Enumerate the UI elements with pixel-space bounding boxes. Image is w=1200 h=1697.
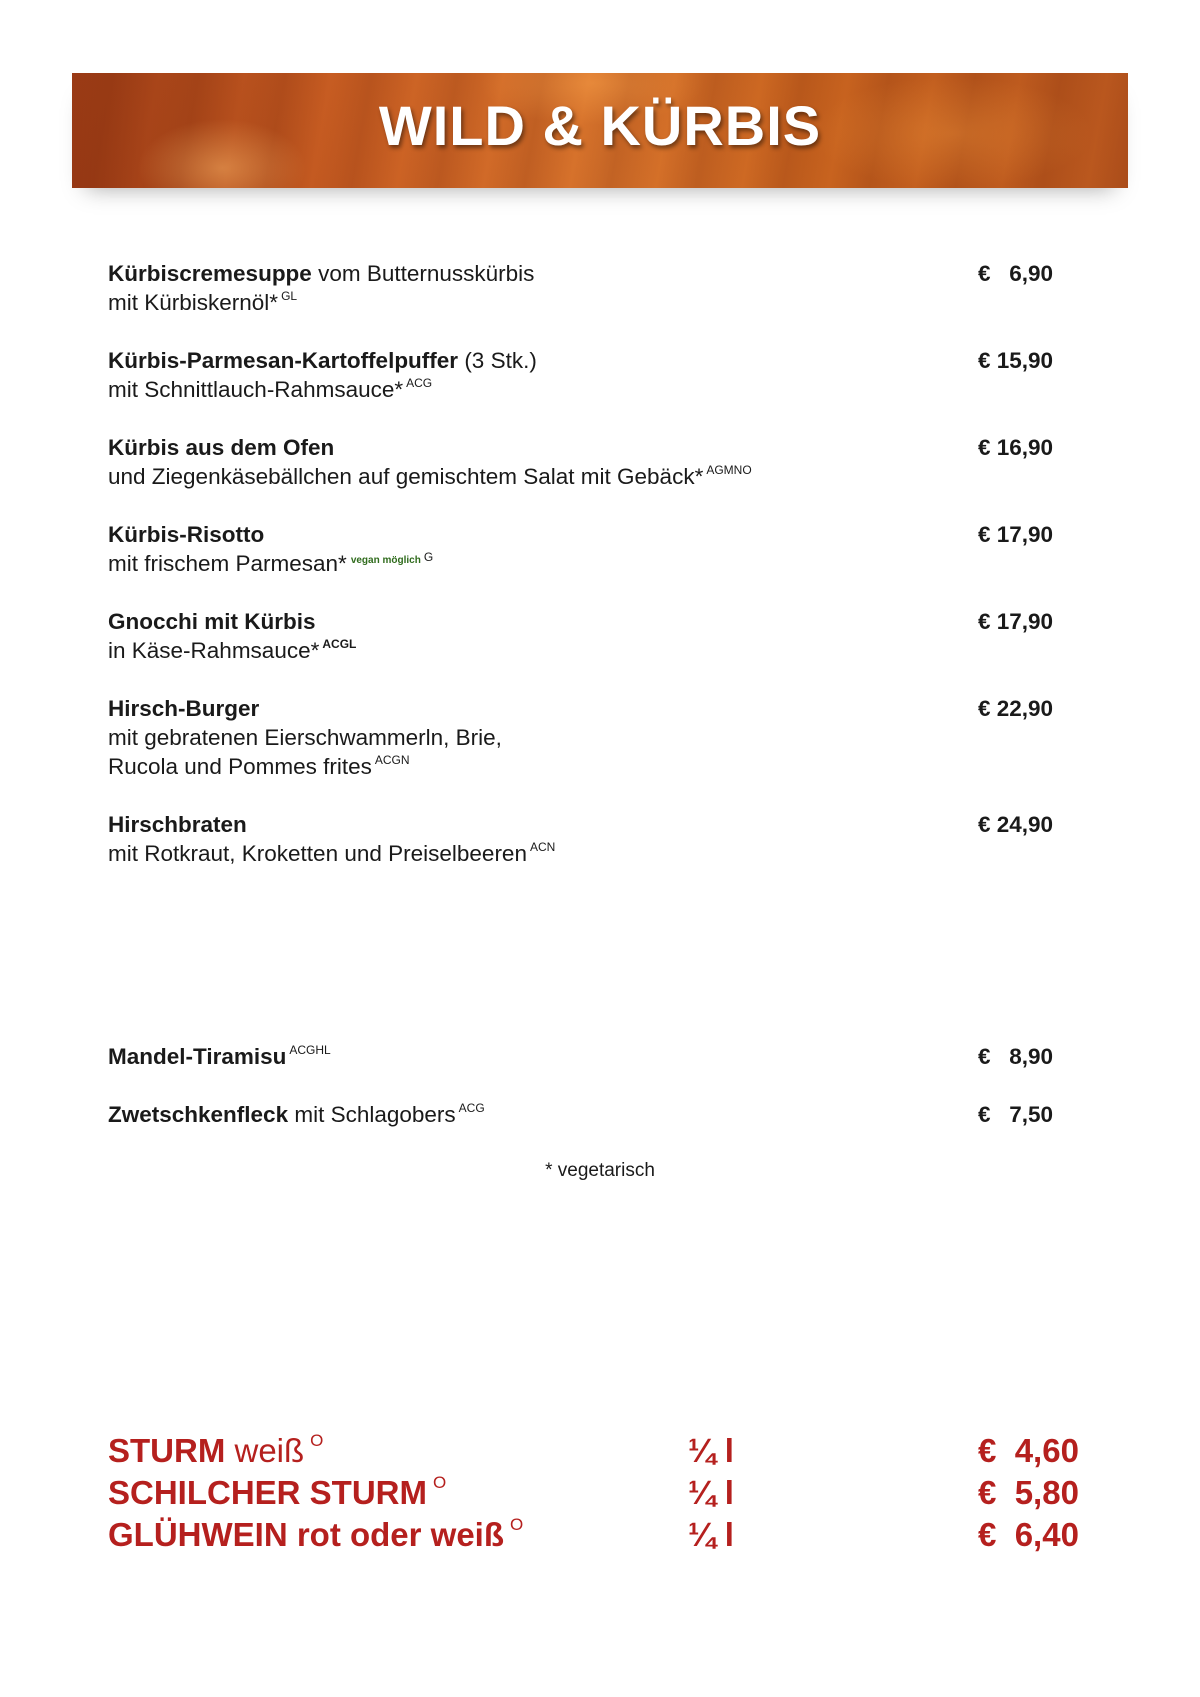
allergen-codes: ACGL — [322, 636, 357, 651]
item-description: und Ziegenkäsebällchen auf gemischtem Salat mit Gebäck* — [108, 464, 704, 489]
item-name-rest: vom Butternusskürbis — [311, 261, 535, 286]
item-price: € 22,90 — [978, 696, 1054, 721]
drink-marker: O — [433, 1473, 447, 1492]
drink-item — [108, 1431, 1108, 1471]
item-price: € 15,90 — [978, 348, 1054, 373]
menu-item — [108, 433, 1068, 491]
item-description: mit Schnittlauch-Rahmsauce* — [108, 377, 404, 402]
drink-marker: O — [510, 1515, 524, 1534]
menu-item — [108, 607, 1068, 665]
item-price: € 8,90 — [978, 1044, 1054, 1069]
allergen-codes: ACN — [529, 839, 556, 854]
dessert-item — [108, 1100, 1068, 1129]
item-name-rest: mit Schlagobers — [288, 1102, 456, 1127]
item-description: mit Rotkraut, Kroketten und Preiselbeeren — [108, 841, 527, 866]
drink-price: € 5,80 — [978, 1474, 1079, 1511]
item-name-rest: (3 Stk.) — [458, 348, 537, 373]
item-description: mit gebratenen Eierschwammerln, Brie, — [108, 725, 502, 750]
item-description: mit Kürbiskernöl* — [108, 290, 279, 315]
allergen-codes: AGMNO — [706, 462, 752, 477]
item-description-cont: Rucola und Pommes frites — [108, 754, 372, 779]
allergen-codes: ACG — [458, 1100, 485, 1115]
allergen-codes: ACGN — [374, 752, 410, 767]
drink-price: € 6,40 — [978, 1516, 1079, 1553]
drink-unit: ¼ l — [688, 1474, 734, 1511]
drink-name: GLÜHWEIN rot oder weiß — [108, 1516, 504, 1553]
item-name: Kürbiscremesuppe — [108, 261, 312, 286]
item-name: Gnocchi mit Kürbis — [108, 609, 316, 634]
footnote: * vegetarisch — [545, 1160, 655, 1181]
item-name: Hirschbraten — [108, 812, 247, 837]
drink-item — [108, 1515, 1108, 1555]
item-price: € 7,50 — [978, 1102, 1054, 1127]
allergen-codes: ACG — [406, 375, 433, 390]
item-description: in Käse-Rahmsauce* — [108, 638, 320, 663]
menu-item — [108, 810, 1068, 868]
drink-price: € 4,60 — [978, 1432, 1079, 1469]
item-name: Kürbis-Parmesan-Kartoffelpuffer — [108, 348, 459, 373]
allergen-codes: ACGHL — [289, 1042, 331, 1057]
drink-unit: ¼ l — [688, 1432, 734, 1469]
menu-item — [108, 259, 1068, 317]
drink-name: STURM — [108, 1432, 226, 1469]
item-name: Kürbis-Risotto — [108, 522, 265, 547]
menu-item — [108, 520, 1068, 578]
dessert-item — [108, 1042, 1068, 1071]
vegan-note: vegan möglich — [350, 554, 421, 566]
drink-unit: ¼ l — [688, 1516, 734, 1553]
item-price: € 6,90 — [978, 261, 1054, 286]
drink-marker: O — [310, 1431, 324, 1450]
item-name: Zwetschkenfleck — [108, 1102, 289, 1127]
item-name: Kürbis aus dem Ofen — [108, 435, 335, 460]
item-price: € 24,90 — [978, 812, 1054, 837]
item-name: Mandel-Tiramisu — [108, 1044, 287, 1069]
item-price: € 16,90 — [978, 435, 1054, 460]
allergen-codes: G — [423, 549, 434, 564]
item-description: mit frischem Parmesan* — [108, 551, 347, 576]
item-price: € 17,90 — [978, 522, 1054, 547]
item-name: Hirsch-Burger — [108, 696, 260, 721]
item-price: € 17,90 — [978, 609, 1054, 634]
menu-item — [108, 346, 1068, 404]
menu-item — [108, 694, 1068, 781]
allergen-codes: GL — [281, 288, 298, 303]
drink-item — [108, 1473, 1108, 1513]
drink-name-rest: weiß — [225, 1432, 305, 1469]
header-banner — [72, 73, 1128, 188]
page-title: WILD & KÜRBIS — [378, 94, 822, 157]
drink-name: SCHILCHER STURM — [108, 1474, 427, 1511]
